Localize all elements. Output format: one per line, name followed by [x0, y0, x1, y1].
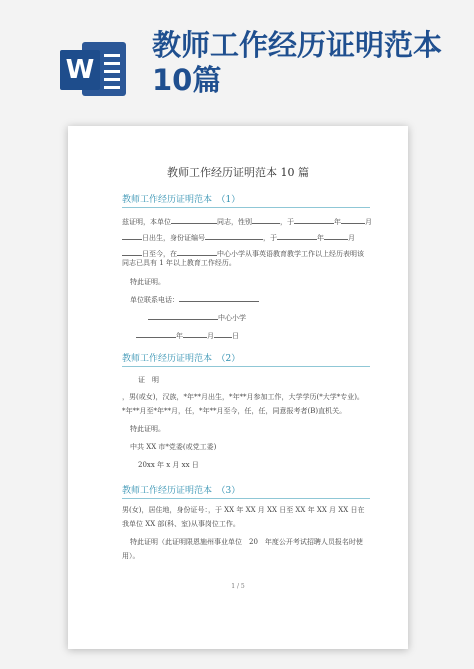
text-line: 20xx 年 x 月 xx 日 [138, 461, 199, 469]
text-line: 同志已具有 1 年以上教育工作经历。 [122, 259, 236, 267]
text-line: 中心小学 [148, 312, 246, 323]
section-heading-1: 教师工作经历证明范本 （1） [122, 192, 370, 208]
text-line: ，男(或女)，汉族，*年**月出生，*年**月参加工作，大学学历(*大学*专业)。 [122, 393, 364, 401]
document-title: 教师工作经历证明范本 10 篇 [167, 166, 309, 179]
text-line: 用）。 [122, 552, 140, 560]
word-icon-letter: W [60, 50, 100, 90]
text-line: 我单位 XX 部(科、室)从事岗位工作。 [122, 520, 240, 528]
hero-title: 教师工作经历证明范本10篇 [152, 28, 443, 97]
text-line: 年 月 日 [136, 330, 239, 341]
text-line: 日出生，身份证编号 ，于 年 月 [122, 232, 355, 243]
text-line: 特此证明。 [130, 278, 165, 286]
text-line: 兹证明，本单位 同志，性别 ，于 年 月 [122, 218, 372, 226]
text-line: *年**月至*年**月，任，*年**月至今，任，任，同意报考者(B)直机关。 [122, 407, 347, 415]
document-page [68, 126, 408, 649]
page-number: 1 / 5 [231, 583, 245, 590]
text-line: 男(女)，居住地，身份证号：，于 XX 年 XX 月 XX 日至 XX 年 XX 月 XX 日在 [122, 506, 365, 514]
text-line: 特此证明（此证明限恩施州事业单位 20 年度公开考试招聘人员报名时使 [130, 538, 363, 546]
section-heading-3: 教师工作经历证明范本 （3） [122, 483, 370, 499]
text-line: 中共 XX 市*党委(或党工委) [130, 443, 217, 451]
text-line: 日至今，在 中心小学从事英语教育教学工作以上经历表明该 [122, 248, 364, 259]
text-line: 单位联系电话： [130, 294, 259, 305]
text-line: 特此证明。 [130, 425, 165, 433]
text-line: 证 明 [138, 376, 159, 384]
hero-banner [0, 0, 474, 130]
section-heading-2: 教师工作经历证明范本 （2） [122, 351, 370, 367]
word-document-icon [60, 40, 126, 98]
